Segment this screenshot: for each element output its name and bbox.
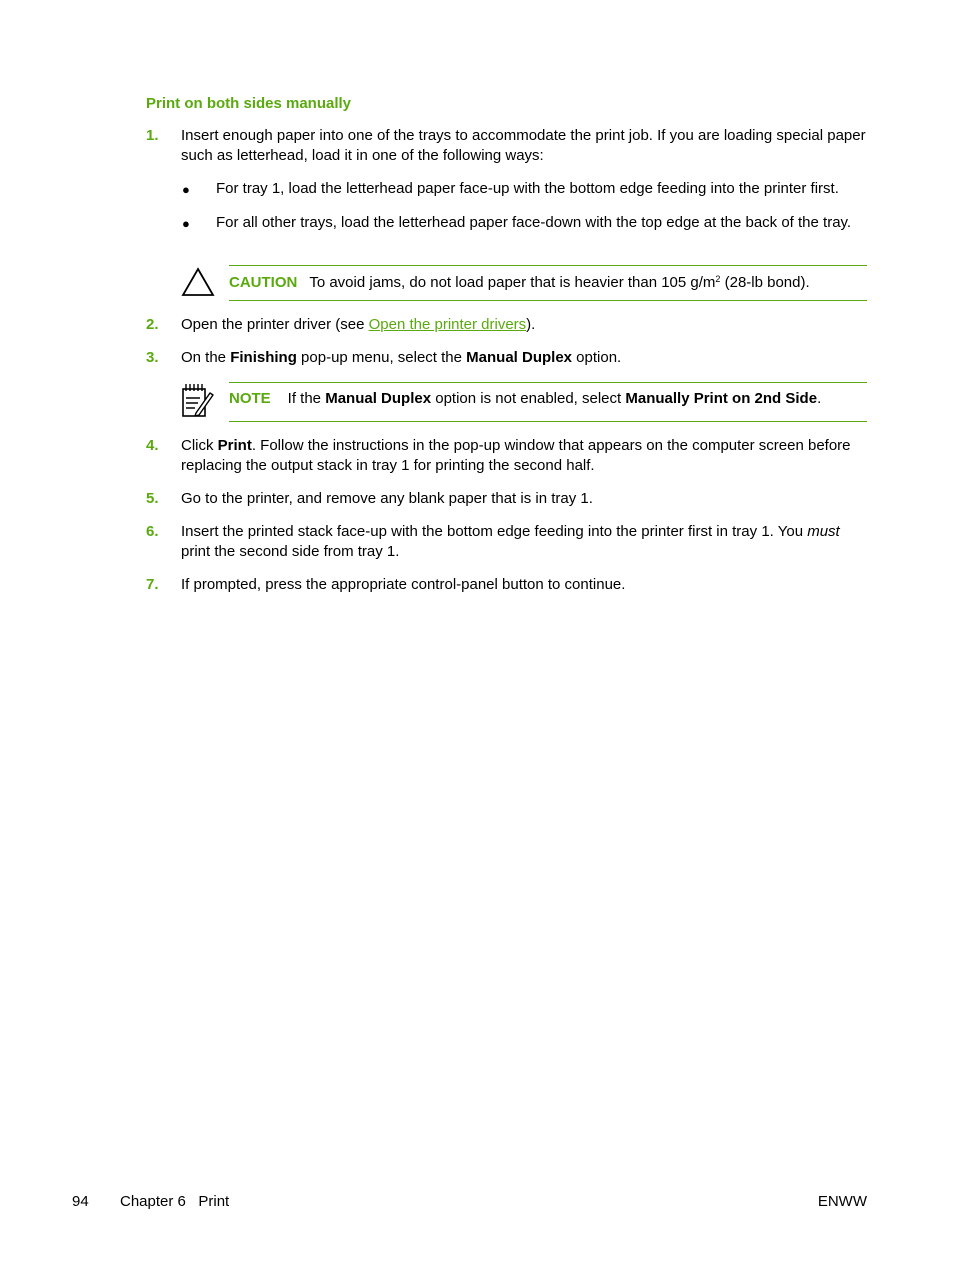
- bullet-text: For all other trays, load the letterhead paper face-down with the top edge at the back of the tray.: [216, 214, 852, 231]
- caution-label: CAUTION: [229, 274, 298, 291]
- step-text: If prompted, press the appropriate control-panel button to continue.: [181, 576, 626, 593]
- caution-top-rule: [229, 265, 867, 266]
- section-heading: Print on both sides manually: [146, 95, 352, 112]
- caution-bottom-rule: [229, 300, 867, 301]
- step-number: 4.: [146, 437, 159, 454]
- open-printer-drivers-link[interactable]: Open the printer drivers: [368, 316, 527, 333]
- step-number: 5.: [146, 490, 159, 507]
- caution-box: [229, 273, 869, 293]
- caution-text: To avoid jams, do not load paper that is heavier than 105 $g/m^2$ (28-lb bond).: [309, 274, 810, 291]
- bullet-icon: ●: [182, 182, 190, 197]
- step-text: Click Print. Follow the instructions in the pop-up window that appears on the computer screen before replacing the output stack in tray 1 for printing the second half.: [181, 437, 851, 474]
- step-number: 3.: [146, 349, 159, 366]
- page-number: 94: [72, 1193, 89, 1210]
- step-number: 2.: [146, 316, 159, 333]
- note-top-rule: [229, 382, 867, 383]
- step-text: Insert the printed stack face-up with the bottom edge feeding into the printer first in tray 1. You must print the second side from tray 1.: [181, 523, 840, 560]
- note-pad-icon: [180, 383, 214, 419]
- note-bottom-rule: [229, 421, 867, 422]
- step-text: Insert enough paper into one of the trays to accommodate the print job. If you are loading special paper such as letterhead, load it in one of the following ways:: [181, 127, 866, 164]
- step-text: Go to the printer, and remove any blank paper that is in tray 1.: [181, 490, 593, 507]
- note-box: [229, 389, 869, 409]
- step-text: On the Finishing pop-up menu, select the Manual Duplex option.: [181, 349, 622, 366]
- footer-enww: ENWW: [817, 1193, 867, 1210]
- step-number: 7.: [146, 576, 159, 593]
- note-text: If the Manual Duplex option is not enabled, select Manually Print on 2nd Side.: [287, 390, 822, 407]
- chapter-title: Chapter 6 Print: [120, 1193, 230, 1210]
- note-label: NOTE: [229, 390, 271, 407]
- step-text: Open the printer driver (see Open the printer drivers).: [181, 316, 536, 333]
- caution-triangle-icon: [181, 267, 215, 297]
- bullet-text: For tray 1, load the letterhead paper face-up with the bottom edge feeding into the printer first.: [216, 180, 839, 197]
- step-number: 1.: [146, 127, 159, 144]
- step-number: 6.: [146, 523, 159, 540]
- bullet-icon: ●: [182, 216, 190, 231]
